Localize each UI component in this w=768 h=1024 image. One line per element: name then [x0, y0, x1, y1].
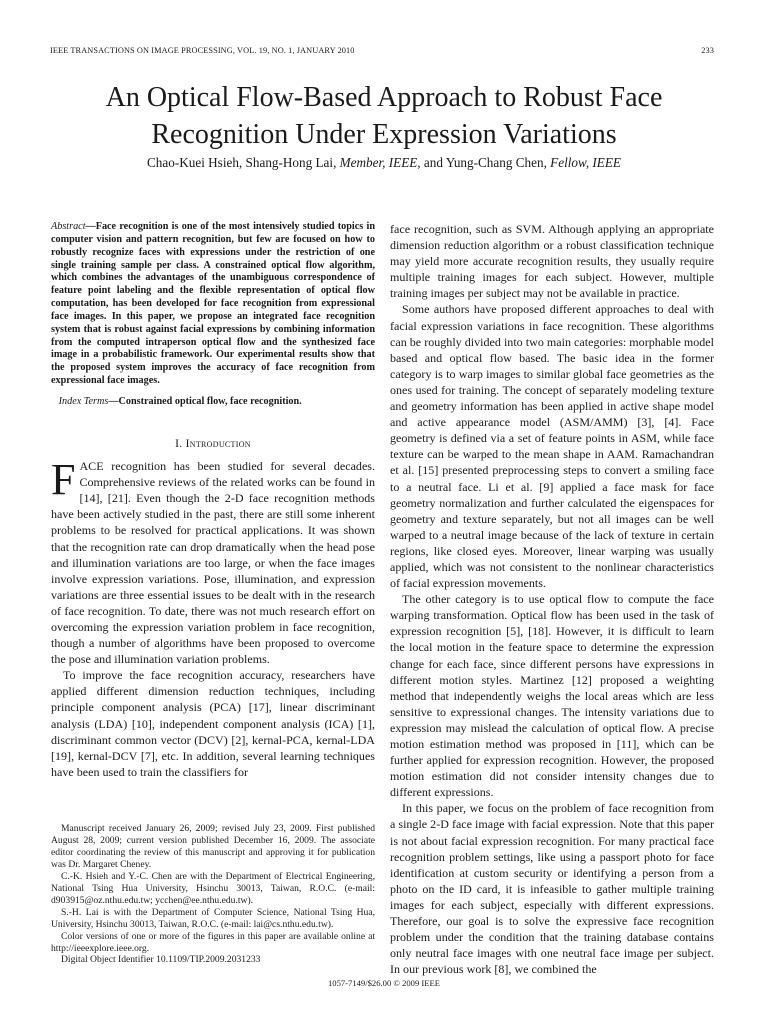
- running-header: [50, 46, 714, 55]
- footnotes: [51, 823, 375, 966]
- footnote-color: Color versions of one or more of the figures in this paper are available online at http://ieeexplore.ieee.org.: [51, 930, 375, 954]
- intro-paragraph-1: [51, 455, 375, 667]
- index-terms-body: —Constrained optical flow, face recognition.: [108, 395, 302, 407]
- author-2: Shang-Hong Lai,: [245, 155, 337, 170]
- footnote-manuscript: Manuscript received January 26, 2009; revised July 23, 2009. First published August 28, 2009; current version published December 16, 2009. The associate editor coordinating the review of this manuscript and approving it for publication was Dr. Margaret Cheney.: [51, 823, 375, 870]
- index-terms: [51, 395, 375, 408]
- paper-title: [40, 79, 728, 153]
- author-3-role: Fellow, IEEE: [550, 155, 621, 170]
- right-paragraph-4: In this paper, we focus on the problem of face recognition from a single 2-D face image with facial expression. Note that this paper is not about facial expression recognition. For many practical face recognition problem settings, like using a passport photo for face identification at custom security or identifying a person from a photo on the ID card, it is infeasible to gather multiple training images for each subject, especially with different expressions. Therefore, our goal is to solve the expressive face recognition problem under the condition that the training database contains only neutral face images with one neutral face image per subject. In our previous work [8], we combined the: [390, 801, 714, 977]
- page-number: 233: [701, 46, 714, 55]
- author-list: [40, 155, 728, 171]
- footnote-doi: Digital Object Identifier 10.1109/TIP.2009.2031233: [61, 954, 261, 966]
- abstract-body: —Face recognition is one of the most intensively studied topics in computer vision and pattern recognition, but few are focused on how to robustly recognize faces with expressions under the restriction of one single training sample per class. A constrained optical flow algorithm, which combines the advantages of the unambiguous correspondence of feature point labeling and the flexible representation of optical flow computation, has been developed for face recognition from expressional face images. In this paper, we propose an integrated face recognition system that is robust against facial expressions by combining information from the computed intraperson optical flow and the synthesized face image in a probabilistic framework. Our experimental results show that the proposed system improves the accuracy of face recognition from expressional face images.: [51, 221, 375, 387]
- title-line-2: Recognition Under Expression Variations: [151, 119, 617, 150]
- section-numeral: I.: [175, 437, 183, 450]
- left-column: [51, 221, 375, 780]
- author-3: Yung-Chang Chen,: [445, 155, 547, 170]
- author-conjunction: and: [423, 155, 443, 170]
- footnote-affiliation-1: C.-K. Hsieh and Y.-C. Chen are with the Department of Electrical Engineering, National Tsing Hua University, Hsinchu 30013, Taiwan, R.O.C. (e-mail: d903915@oz.nthu.edu.tw; ycchen@ee.nthu.edu.tw).: [51, 870, 375, 906]
- drop-cap: F: [51, 455, 76, 505]
- copyright-line: 1057-7149/$26.00 © 2009 IEEE: [327, 978, 441, 988]
- intro-p1-text: ACE recognition has been studied for several decades. Comprehensive reviews of the related works can be found in [14], [21]. Even though the 2-D face recognition methods have been actively studied in the past, there are still some inherent problems to be resolved for practical applications. It was shown that the recognition rate can drop dramatically when the head pose and illumination variations are too large, or when the face images involve expression variations. Pose, illumination, and expression variations are three essential issues to be dealt with in the research of face recognition. To date, there was not much research effort on overcoming the expression variation problem in face recognition, though a number of algorithms have been proposed to overcome the pose and illumination variation problems.: [51, 459, 375, 667]
- intro-paragraph-2: To improve the face recognition accuracy, researchers have applied different dimension reduction techniques, including principle component analysis (PCA) [17], linear discriminant analysis (LDA) [10], independent component analysis (ICA) [1], discriminant common vector (DCV) [2], kernal-PCA, kernal-LDA [19], kernal-DCV [7], etc. In addition, several learning techniques have been used to train the classifiers for: [51, 668, 375, 779]
- right-paragraph-2: Some authors have proposed different approaches to deal with facial expression variations in face recognition. These algorithms can be roughly divided into two main categories: morphable model based and optical flow based. The basic idea in the former category is to warp images to similar global face geometries as the ones used for training. The concept of separately modeling texture and geometry information has been applied in active shape model and active appearance model (ASM/AMM) [3], [4]. Face geometry is defined via a set of feature points in ASM, while face texture can be warped to the mean shape in AAM. Ramachandran et al. [15] presented preprocessing steps to convert a smiling face to a neutral face. Li et al. [9] applied a face mask for face geometry normalization and further calculated the eigenspaces for geometry and texture separately, but not all images can be well warped to a neutral image because of the lack of texture in certain regions, like closed eyes. Moreover, linear warping was usually applied, which was not consistent to the nonlinear characteristics of facial expression movements.: [390, 302, 714, 591]
- section-title: Introduction: [185, 437, 251, 450]
- right-paragraph-3: The other category is to use optical flow to compute the face warping transformation. Optical flow has been used in the task of expression recognition [5], [18]. However, it is difficult to learn the local motion in the feature space to determine the expression change for each face, since different persons have expressions in different motion styles. Martinez [12] proposed a weighting method that independently weighs the local areas which are less sensitive to expressional changes. The intensity variations due to expression may mislead the calculation of optical flow. A precise motion estimation method was proposed in [11], which can be further applied for expression recognition. However, the proposed motion estimation did not consider intensity changes due to different expressions.: [390, 592, 714, 800]
- right-paragraph-1: face recognition, such as SVM. Although applying an appropriate dimension reduction algorithm or a robust classification technique may yield more accurate recognition results, they usually require multiple training images for each subject. However, multiple training images per subject may not be available in practice.: [390, 222, 714, 301]
- index-terms-lead: Index Terms: [58, 395, 109, 407]
- section-heading: [51, 436, 375, 452]
- abstract: [51, 221, 375, 388]
- journal-name: IEEE TRANSACTIONS ON IMAGE PROCESSING, VOL. 19, NO. 1, JANUARY 2010: [50, 46, 355, 55]
- abstract-lead: Abstract: [51, 221, 86, 232]
- author-1: Chao-Kuei Hsieh,: [147, 155, 243, 170]
- author-2-role: Member, IEEE,: [339, 155, 421, 170]
- footnote-affiliation-2: S.-H. Lai is with the Department of Computer Science, National Tsing Hua, University, Hsinchu 30013, Taiwan, R.O.C. (e-mail: lai@cs.nthu.edu.tw).: [51, 906, 375, 930]
- right-column: [390, 221, 714, 977]
- title-line-1: An Optical Flow-Based Approach to Robust Face: [105, 82, 663, 113]
